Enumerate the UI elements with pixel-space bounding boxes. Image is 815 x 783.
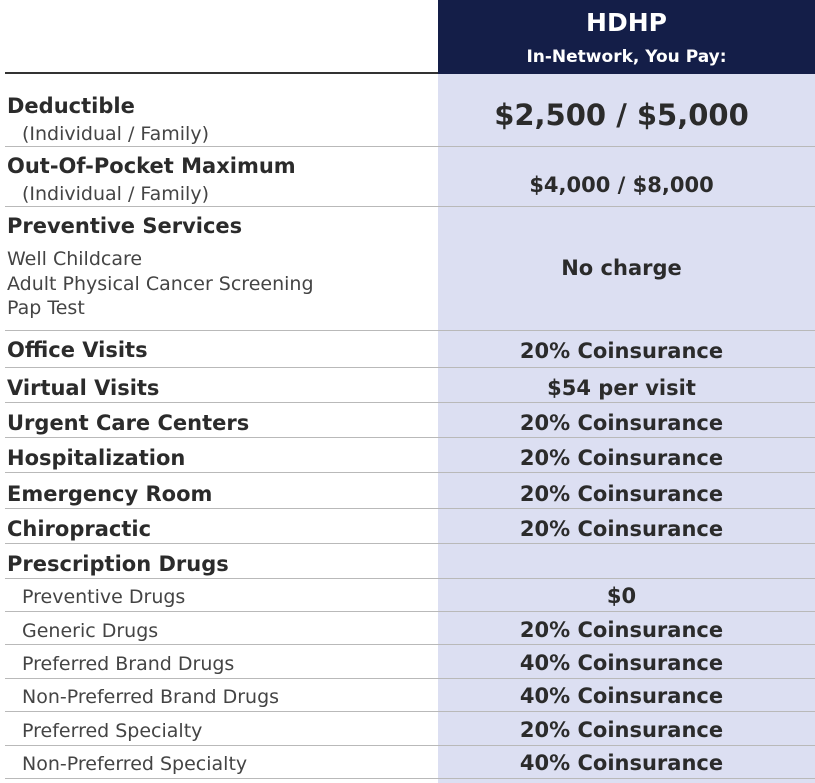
virtual-visits-label: Virtual Visits [7,376,160,400]
drug-tier-label: Non-Preferred Brand Drugs [22,686,280,708]
row-divider [5,330,815,331]
drug-tier-value: $0 [606,584,637,608]
plan-subtitle: In-Network, You Pay: [526,47,727,67]
hospitalization-value: 20% Coinsurance [519,446,724,470]
drug-tier-label: Preferred Specialty [22,720,203,742]
row-divider [5,472,815,473]
urgent-care-value: 20% Coinsurance [519,411,724,435]
plan-name: HDHP [586,8,667,37]
row-divider [5,678,815,679]
row-divider [5,146,815,147]
row-divider [5,745,815,746]
urgent-care-label: Urgent Care Centers [7,411,250,435]
header-divider [5,72,438,74]
preventive-item: Adult Physical Cancer Screening [7,273,314,295]
oop-max-sub: (Individual / Family) [22,183,209,205]
row-divider [5,437,815,438]
drug-tier-value: 20% Coinsurance [519,618,724,642]
row-divider [5,543,815,544]
hospitalization-label: Hospitalization [7,446,186,470]
row-divider [5,778,815,779]
row-divider [5,611,815,612]
drug-tier-label: Generic Drugs [22,620,159,642]
row-divider [5,711,815,712]
drug-tier-label: Non-Preferred Specialty [22,753,248,775]
drug-tier-label: Preferred Brand Drugs [22,653,235,675]
deductible-label: Deductible [7,94,135,118]
chiropractic-value: 20% Coinsurance [519,517,724,541]
deductible-sub: (Individual / Family) [22,123,209,145]
row-divider [5,206,815,207]
row-divider [5,508,815,509]
emergency-room-label: Emergency Room [7,482,213,506]
preventive-item: Well Childcare [7,248,143,270]
row-divider [5,402,815,403]
oop-max-label: Out-Of-Pocket Maximum [7,154,296,178]
office-visits-value: 20% Coinsurance [519,339,724,363]
drug-tier-value: 20% Coinsurance [519,718,724,742]
emergency-room-value: 20% Coinsurance [519,482,724,506]
prescription-drugs-label: Prescription Drugs [7,552,229,576]
preventive-item: Pap Test [7,297,85,319]
drug-tier-value: 40% Coinsurance [519,684,724,708]
office-visits-label: Office Visits [7,338,148,362]
row-divider [5,578,815,579]
chiropractic-label: Chiropractic [7,517,152,541]
preventive-value: No charge [561,256,682,280]
oop-max-value: $4,000 / $8,000 [529,173,714,197]
drug-tier-label: Preventive Drugs [22,586,186,608]
deductible-value: $2,500 / $5,000 [494,98,749,132]
virtual-visits-value: $54 per visit [547,376,696,400]
drug-tier-value: 40% Coinsurance [519,751,724,775]
row-divider [5,644,815,645]
preventive-label: Preventive Services [7,214,243,238]
row-divider [5,367,815,368]
drug-tier-value: 40% Coinsurance [519,651,724,675]
